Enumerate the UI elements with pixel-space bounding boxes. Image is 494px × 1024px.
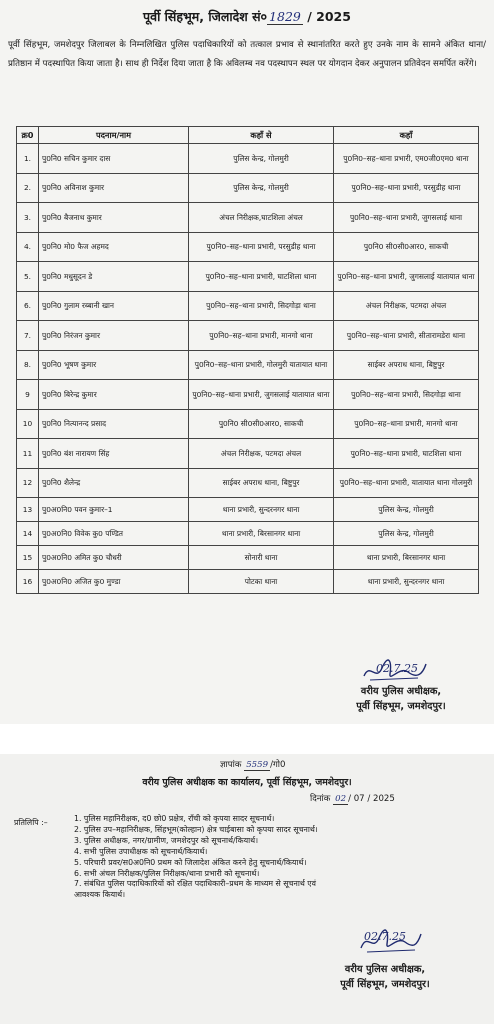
cell-sl: 2. (17, 173, 39, 203)
table-header-row (17, 127, 479, 144)
table-row (17, 468, 479, 498)
signature-1-designation (316, 684, 486, 714)
cell-to: पु0नि0–सह–थाना प्रभारी, एम0जी0एम0 थाना (334, 144, 479, 174)
order-title (0, 8, 494, 25)
signature-2-date: 02.7.25 (364, 930, 406, 943)
table-row (17, 262, 479, 292)
memo-page (0, 754, 494, 1024)
list-item: 1. पुलिस महानिरीक्षक, द0 छो0 प्रक्षेत्र, राँची को कृपया सादर सूचनार्थ। (74, 814, 275, 823)
cell-from: पुलिस केन्द्र, गोलमुरी (189, 173, 334, 203)
cell-from: पु0नि0 सी0सी0आर0, साकची (189, 409, 334, 439)
cell-name: पु0अ0नि0 अजित कु0 मुण्डा (39, 570, 189, 594)
cell-from: अंचल निरीक्षक,घाटशिला अंचल (189, 203, 334, 233)
designation-line-2: पूर्वी सिंहभूम, जमशेदपुर। (356, 701, 446, 712)
header-from: कहाँ से (189, 127, 334, 144)
cell-to: पु0नि0–सह–थाना प्रभारी, घाटशिला थाना (334, 439, 479, 469)
memo-number: 5559 (246, 760, 269, 770)
cell-from: पु0नि0–सह–थाना प्रभारी, घाटशिला थाना (189, 262, 334, 292)
list-item: 2. पुलिस उप–महानिरीक्षक, सिंहभूम(कोल्हान) क्षेत्र चाईबासा को कृपया सादर सूचनार्थ। (74, 824, 318, 834)
cell-to: पु0नि0–सह–थाना प्रभारी, जुगसलाई थाना (334, 203, 479, 233)
cell-from: पु0नि0–सह–थाना प्रभारी, गोलमुरी यातायात थाना (189, 350, 334, 380)
cell-to: थाना प्रभारी, सुन्दरनगर थाना (334, 570, 479, 594)
cell-sl: 6. (17, 291, 39, 321)
copy-list (74, 814, 484, 901)
cell-name: पु0नि0 निरंजन कुमार (39, 321, 189, 351)
cell-name: पु0नि0 बिरेन्द्र कुमार (39, 380, 189, 410)
order-number: 1829 (269, 9, 301, 24)
header-sl: क्र0 (17, 127, 39, 144)
table-row (17, 350, 479, 380)
cell-name: पु0नि0 नित्यानन्द प्रसाद (39, 409, 189, 439)
cell-to: पुलिस केन्द्र, गोलमुरी (334, 522, 479, 546)
signature-2-designation (300, 962, 470, 992)
cell-sl: 4. (17, 232, 39, 262)
cell-sl: 11 (17, 439, 39, 469)
designation-line-1: वरीय पुलिस अधीक्षक, (344, 964, 426, 975)
table-row (17, 232, 479, 262)
title-prefix: पूर्वी सिंहभूम, जिलादेश सं० (143, 9, 268, 24)
cell-to: पु0नि0–सह–थाना प्रभारी, जुगसलाई यातायात थाना (334, 262, 479, 292)
table-row (17, 409, 479, 439)
designation-line-1: वरीय पुलिस अधीक्षक, (360, 686, 442, 697)
cell-to: पु0नि0 सी0सी0आर0, साकची (334, 232, 479, 262)
header-to: कहाँ (334, 127, 479, 144)
cell-name: पु0नि0 अविनाश कुमार (39, 173, 189, 203)
cell-name: पु0नि0 भूषण कुमार (39, 350, 189, 380)
memo-suffix: /गो0 (270, 760, 286, 770)
table-body (17, 144, 479, 594)
cell-name: पु0नि0 मधुसूदन डे (39, 262, 189, 292)
cell-to: थाना प्रभारी, बिरसानगर थाना (334, 546, 479, 570)
cell-to: पु0नि0–सह–थाना प्रभारी, यातायात थाना गोलमुरी (334, 468, 479, 498)
cell-to: पु0नि0–सह–थाना प्रभारी, मानगो थाना (334, 409, 479, 439)
list-item: 3. पुलिस अधीक्षक, नगर/ग्रामीण, जमशेदपुर को सूचनार्थ/कियार्थ। (74, 835, 259, 845)
cell-name: पु0अ0नि0 विवेक कु0 पण्डित (39, 522, 189, 546)
table-row (17, 546, 479, 570)
cell-sl: 8. (17, 350, 39, 380)
cell-from: पु0नि0–सह–थाना प्रभारी, सिदगोड़ा थाना (189, 291, 334, 321)
list-item: 7. संबंधित पुलिस पदाधिकारियों को रक्षित पदाधिकारी–प्रथम के माध्यम से सूचनार्थ एवं (74, 879, 316, 889)
dated-label: दिनांक (310, 794, 331, 804)
cell-sl: 15 (17, 546, 39, 570)
intro-paragraph: पूर्वी सिंहभूम, जमशेदपुर जिलाबल के निम्नलिखित पुलिस पदाधिकारियों को तत्काल प्रभाव से स्थानांतरित करते हुए उनके नाम के सामने अंकित थाना/प्रतिष्ठान में पदस्थापित किया जाता है। साथ ही निर्देश दिया जाता है कि अविलम्ब नव पदस्थापन स्थल पर योगदान देकर अनुपालन प्रतिवेदन समर्पित करेंगे। (8, 40, 486, 69)
list-item: 5. परिचारी प्रवर/स0अ0नि0 प्रथम को जिलादेश अंकित करने हेतु सूचनार्थ/कियार्थ। (74, 857, 307, 867)
cell-sl: 1. (17, 144, 39, 174)
transfer-table (16, 126, 479, 594)
cell-sl: 7. (17, 321, 39, 351)
cell-to: पु0नि0–सह–थाना प्रभारी, परसुडीह थाना (334, 173, 479, 203)
page-gap (0, 724, 494, 754)
memo-line (220, 758, 286, 770)
cell-name: पु0नि0 सचिन कुमार दास (39, 144, 189, 174)
designation-line-2: पूर्वी सिंहभूम, जमशेदपुर। (340, 979, 430, 990)
cell-to: अंचल निरीक्षक, पटमदा अंचल (334, 291, 479, 321)
table-row (17, 173, 479, 203)
table-row (17, 570, 479, 594)
cell-to: पु0नि0–सह–थाना प्रभारी, सिदगोड़ा थाना (334, 380, 479, 410)
cell-sl: 5. (17, 262, 39, 292)
dated-day: 02 (335, 794, 347, 804)
cell-sl: 12 (17, 468, 39, 498)
table-row (17, 203, 479, 233)
cell-sl: 3. (17, 203, 39, 233)
cell-name: पु0अ0नि0 पवन कुमार–1 (39, 498, 189, 522)
cell-from: पुलिस केन्द्र, गोलमुरी (189, 144, 334, 174)
cell-to: साईबर अपराध थाना, बिष्टुपुर (334, 350, 479, 380)
cell-from: पु0नि0–सह–थाना प्रभारी, जुगसलाई यातायात थाना (189, 380, 334, 410)
cell-from: पोटका थाना (189, 570, 334, 594)
cell-from: पु0नि0–सह–थाना प्रभारी, मानगो थाना (189, 321, 334, 351)
cell-to: पुलिस केन्द्र, गोलमुरी (334, 498, 479, 522)
cell-sl: 14 (17, 522, 39, 546)
list-item: आवश्यक कियार्थ। (74, 890, 126, 900)
header-name: पदनाम/नाम (39, 127, 189, 144)
signature-1-date: 02.7.25 (376, 662, 418, 675)
cell-name: पु0नि0 मो0 फैज अहमद (39, 232, 189, 262)
cell-sl: 13 (17, 498, 39, 522)
dated-rest: / 07 / 2025 (348, 794, 395, 804)
cell-from: सोनारी थाना (189, 546, 334, 570)
cell-from: थाना प्रभारी, बिरसानगर थाना (189, 522, 334, 546)
cell-from: थाना प्रभारी, सुन्दरनगर थाना (189, 498, 334, 522)
title-suffix: / 2025 (307, 9, 351, 24)
cell-from: अंचल निरीक्षक, पटमदा अंचल (189, 439, 334, 469)
copy-label: प्रतिलिपि :– (14, 818, 48, 827)
list-item: 6. सभी अंचल निरीक्षक/पुलिस निरीक्षक/थाना प्रभारी को सूचनार्थ। (74, 868, 260, 878)
office-heading: वरीय पुलिस अधीक्षक का कार्यालय, पूर्वी सिंहभूम, जमशेदपुर। (142, 777, 352, 788)
table-row (17, 498, 479, 522)
table-row (17, 380, 479, 410)
cell-name: पु0नि0 शैलेन्द्र (39, 468, 189, 498)
dated-line (310, 792, 395, 804)
table-row (17, 321, 479, 351)
cell-name: पु0नि0 बंश नारायण सिंह (39, 439, 189, 469)
table-row (17, 144, 479, 174)
cell-name: पु0अ0नि0 अमित कु0 चौधरी (39, 546, 189, 570)
cell-name: पु0नि0 बैजनाथ कुमार (39, 203, 189, 233)
cell-sl: 9 (17, 380, 39, 410)
cell-sl: 10 (17, 409, 39, 439)
cell-from: साईबर अपराध थाना, बिष्टुपुर (189, 468, 334, 498)
cell-from: पु0नि0–सह–थाना प्रभारी, परसुडीह थाना (189, 232, 334, 262)
list-item: 4. सभी पुलिस उपाधीक्षक को सूचनार्थ/कियार्थ। (74, 846, 208, 856)
table-row (17, 522, 479, 546)
cell-name: पु0नि0 गुलाम रब्बानी खान (39, 291, 189, 321)
cell-to: पु0नि0–सह–थाना प्रभारी, सीतारामडेरा थाना (334, 321, 479, 351)
table-row (17, 291, 479, 321)
table-row (17, 439, 479, 469)
cell-sl: 16 (17, 570, 39, 594)
memo-label: ज्ञापांक (220, 760, 242, 770)
